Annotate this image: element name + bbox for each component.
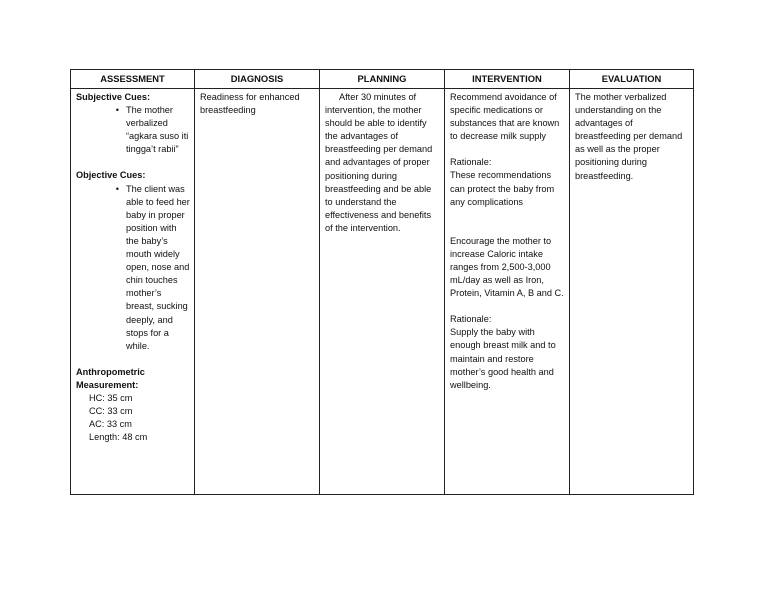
header-row xyxy=(71,70,693,89)
evaluation-cell xyxy=(570,89,693,494)
rationale-label-2: Rationale: xyxy=(450,314,492,325)
evaluation-text: The mother verbalized understanding on the advantages of breastfeeding per demand as well as the proper positioning during breastfeeding. xyxy=(575,92,683,181)
measurement-length: Length: 48 cm xyxy=(89,432,148,443)
measurement-cc: CC: 33 cm xyxy=(89,406,133,417)
header-evaluation: EVALUATION xyxy=(601,73,662,84)
header-intervention: INTERVENTION xyxy=(445,70,570,88)
assessment-cell xyxy=(71,89,195,494)
intervention-item-2: Encourage the mother to increase Caloric intake ranges from 2,500-3,000 mL/day as well as Iron, Protein, Vitamin A, B and C. xyxy=(450,235,564,299)
diagnosis-text: Readiness for enhanced breastfeeding xyxy=(200,92,300,116)
objective-bullet-item xyxy=(76,183,190,353)
subjective-label: Subjective Cues: xyxy=(76,92,151,102)
rationale-text-2: Supply the baby with enough breast milk and to maintain and restore mother’s good health and wellbeing. xyxy=(450,327,556,390)
measurement-ac: AC: 33 cm xyxy=(89,419,132,430)
header-planning: PLANNING xyxy=(320,70,445,88)
bullet-icon: • xyxy=(115,183,119,194)
diagnosis-cell xyxy=(195,89,320,494)
body-row xyxy=(71,89,693,494)
objective-cue-text: The client was able to feed her baby in proper position with the baby’s mouth widely open, nose and chin touches mother’s breast, sucking deeply, and stops for a while. xyxy=(126,183,190,351)
bullet-icon: • xyxy=(115,105,119,116)
rationale-text-1: These recommendations can protect the baby from any complications xyxy=(450,170,555,207)
subjective-bullet-item xyxy=(76,104,190,156)
rationale-label-1: Rationale: xyxy=(450,157,492,168)
header-assessment: ASSESSMENT xyxy=(71,70,195,88)
header-diagnosis: DIAGNOSIS xyxy=(195,70,320,88)
objective-label: Objective Cues: xyxy=(76,170,146,181)
intervention-item-1: Recommend avoidance of specific medications or substances that are known to decrease milk supply xyxy=(450,92,560,142)
measurement-hc: HC: 35 cm xyxy=(89,392,133,403)
planning-text: After 30 minutes of intervention, the mother should be able to identify the advantages of breastfeeding per demand and advantages of proper positioning during breastfeeding and be able to understand the effectiveness and benefits of the intervention. xyxy=(325,92,433,233)
planning-cell xyxy=(320,89,445,494)
care-plan-table xyxy=(70,69,694,495)
anthropometric-label: Anthropometric Measurement: xyxy=(76,366,145,390)
intervention-cell xyxy=(445,89,570,494)
subjective-cue-text: The mother verbalized “agkara suso iti tingga’t rabii” xyxy=(126,105,189,155)
